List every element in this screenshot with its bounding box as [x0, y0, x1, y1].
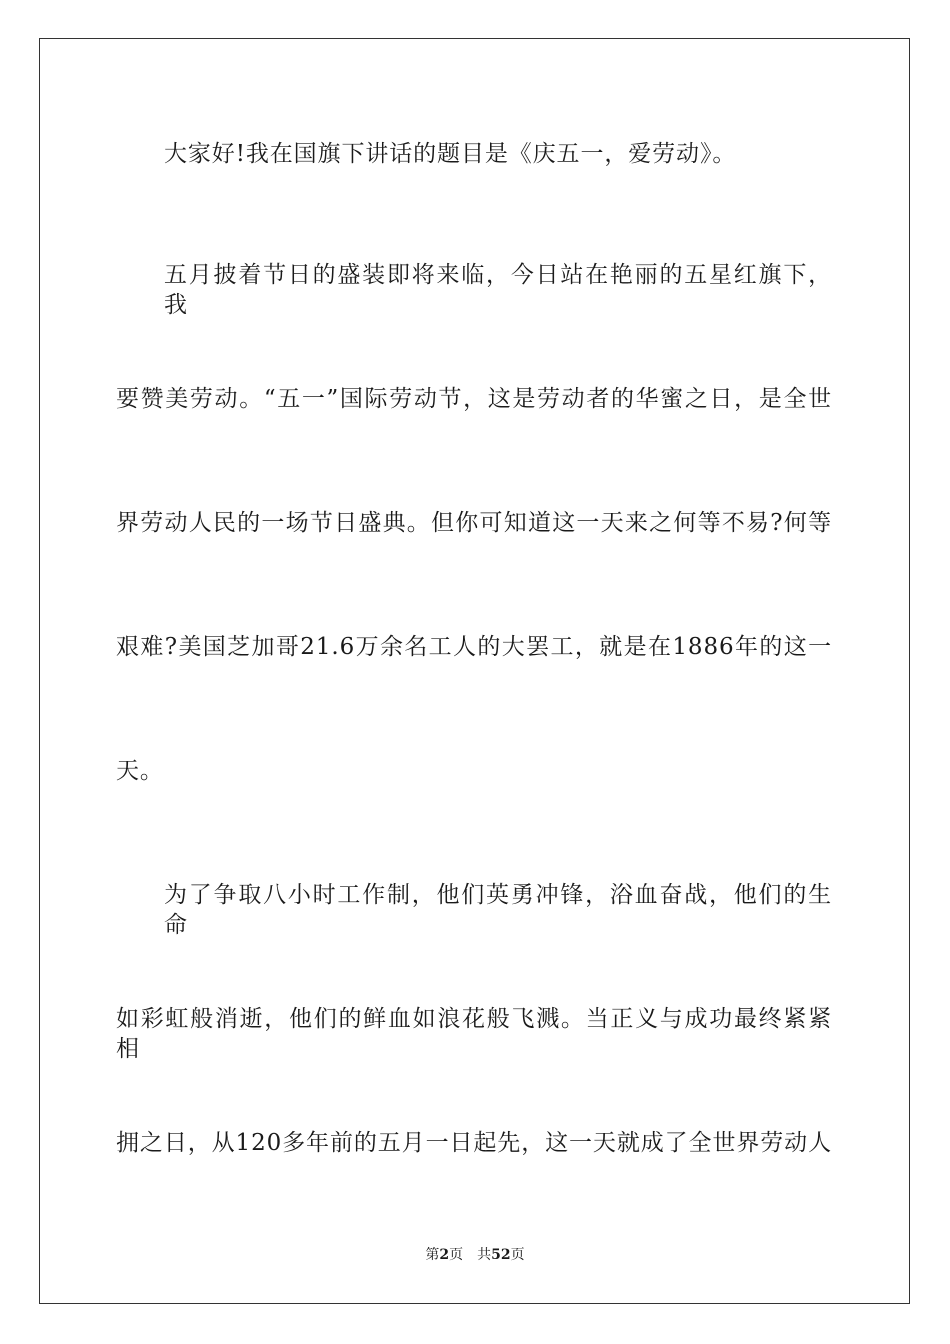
- page-footer: [0, 1245, 950, 1265]
- paragraph-line: 界劳动人民的一场节日盛典。但你可知道这一天来之何等不易?何等: [116, 510, 832, 536]
- paragraph-line: 要赞美劳动。“五一”国际劳动节，这是劳动者的华蜜之日，是全世: [116, 386, 832, 412]
- page-prefix: 第: [425, 1247, 440, 1263]
- page-suffix: 页: [449, 1247, 464, 1263]
- total-suffix: 页: [510, 1247, 525, 1263]
- paragraph-line: 拥之日，从120多年前的五月一日起先，这一天就成了全世界劳动人: [116, 1130, 832, 1156]
- paragraph-line: 如彩虹般消逝，他们的鲜血如浪花般飞溅。当正义与成功最终紧紧相: [116, 1006, 832, 1062]
- paragraph-line: 大家好!我在国旗下讲话的题目是《庆五一，爱劳动》。: [164, 141, 737, 167]
- paragraph-line: 五月披着节日的盛装即将来临，今日站在艳丽的五星红旗下，我: [164, 262, 832, 318]
- total-pages: 52: [491, 1247, 511, 1263]
- paragraph-line: 艰难?美国芝加哥21.6万余名工人的大罢工，就是在1886年的这一: [116, 634, 832, 660]
- paragraph-line: 天。: [116, 758, 164, 784]
- total-prefix: 共: [477, 1247, 492, 1263]
- paragraph-line: 为了争取八小时工作制，他们英勇冲锋，浴血奋战，他们的生命: [164, 882, 832, 938]
- page-border: [39, 38, 910, 1304]
- page-number: 2: [439, 1247, 450, 1263]
